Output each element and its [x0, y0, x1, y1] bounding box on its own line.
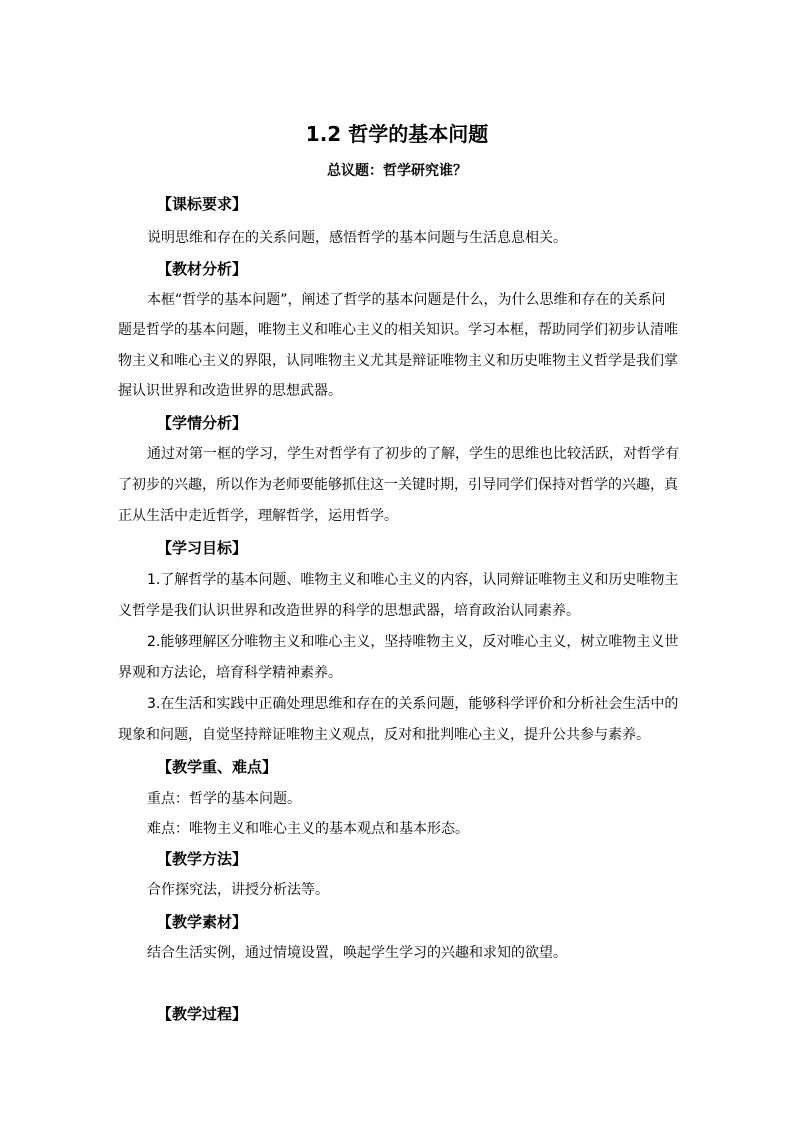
text-line: 重点：哲学的基本问题。	[147, 791, 301, 807]
text-line: 结合生活实例，通过情境设置，唤起学生学习的兴趣和求知的欲望。	[147, 945, 567, 961]
heading-students: 【学情分析】	[157, 414, 248, 432]
text-line: 难点：唯物主义和唯心主义的基本观点和基本形态。	[147, 821, 469, 837]
text-line: 了初步的兴趣，所以作为老师要能够抓住这一关键时期，引导同学们保持对哲学的兴趣，真	[118, 477, 678, 493]
heading-textbook: 【教材分析】	[157, 260, 248, 278]
heading-methods: 【教学方法】	[157, 850, 248, 868]
heading-goals: 【学习目标】	[157, 539, 248, 557]
text-line: 说明思维和存在的关系问题，感悟哲学的基本问题与生活息息相关。	[147, 230, 567, 246]
heading-materials: 【教学素材】	[157, 913, 248, 931]
text-line: 题是哲学的基本问题，唯物主义和唯心主义的相关知识。学习本框，帮助同学们初步认清唯	[118, 322, 678, 338]
text-line: 3.在生活和实践中正确处理思维和存在的关系问题，能够科学评价和分析社会生活中的	[147, 696, 679, 712]
text-line: 现象和问题，自觉坚持辩证唯物主义观点，反对和批判唯心主义，提升公共参与素养。	[118, 727, 650, 743]
text-line: 2.能够理解区分唯物主义和唯心主义，坚持唯物主义，反对唯心主义，树立唯物主义世	[147, 634, 679, 650]
text-line: 通过对第一框的学习，学生对哲学有了初步的了解，学生的思维也比较活跃，对哲学有	[147, 446, 679, 462]
text-line: 正从生活中走近哲学，理解哲学，运用哲学。	[118, 508, 398, 524]
subtitle: 总议题：哲学研究谁？	[327, 163, 467, 179]
text-line: 1.了解哲学的基本问题、唯物主义和唯心主义的内容，认同辩证唯物主义和历史唯物主	[147, 572, 679, 588]
text-line: 界观和方法论，培育科学精神素养。	[118, 665, 342, 681]
heading-process: 【教学过程】	[157, 1005, 248, 1023]
text-line: 本框“哲学的基本问题”，阐述了哲学的基本问题是什么，为什么思维和存在的关系问	[147, 292, 666, 308]
text-line: 义哲学是我们认识世界和改造世界的科学的思想武器，培育政治认同素养。	[118, 603, 580, 619]
page-title: 1.2 哲学的基本问题	[305, 122, 489, 146]
text-line: 握认识世界和改造世界的思想武器。	[118, 383, 342, 399]
text-line: 物主义和唯心主义的界限，认同唯物主义尤其是辩证唯物主义和历史唯物主义哲学是我们掌	[118, 353, 678, 369]
heading-keypoints: 【教学重、难点】	[157, 758, 278, 776]
heading-standard: 【课标要求】	[157, 195, 248, 213]
text-line: 合作探究法，讲授分析法等。	[147, 882, 329, 898]
